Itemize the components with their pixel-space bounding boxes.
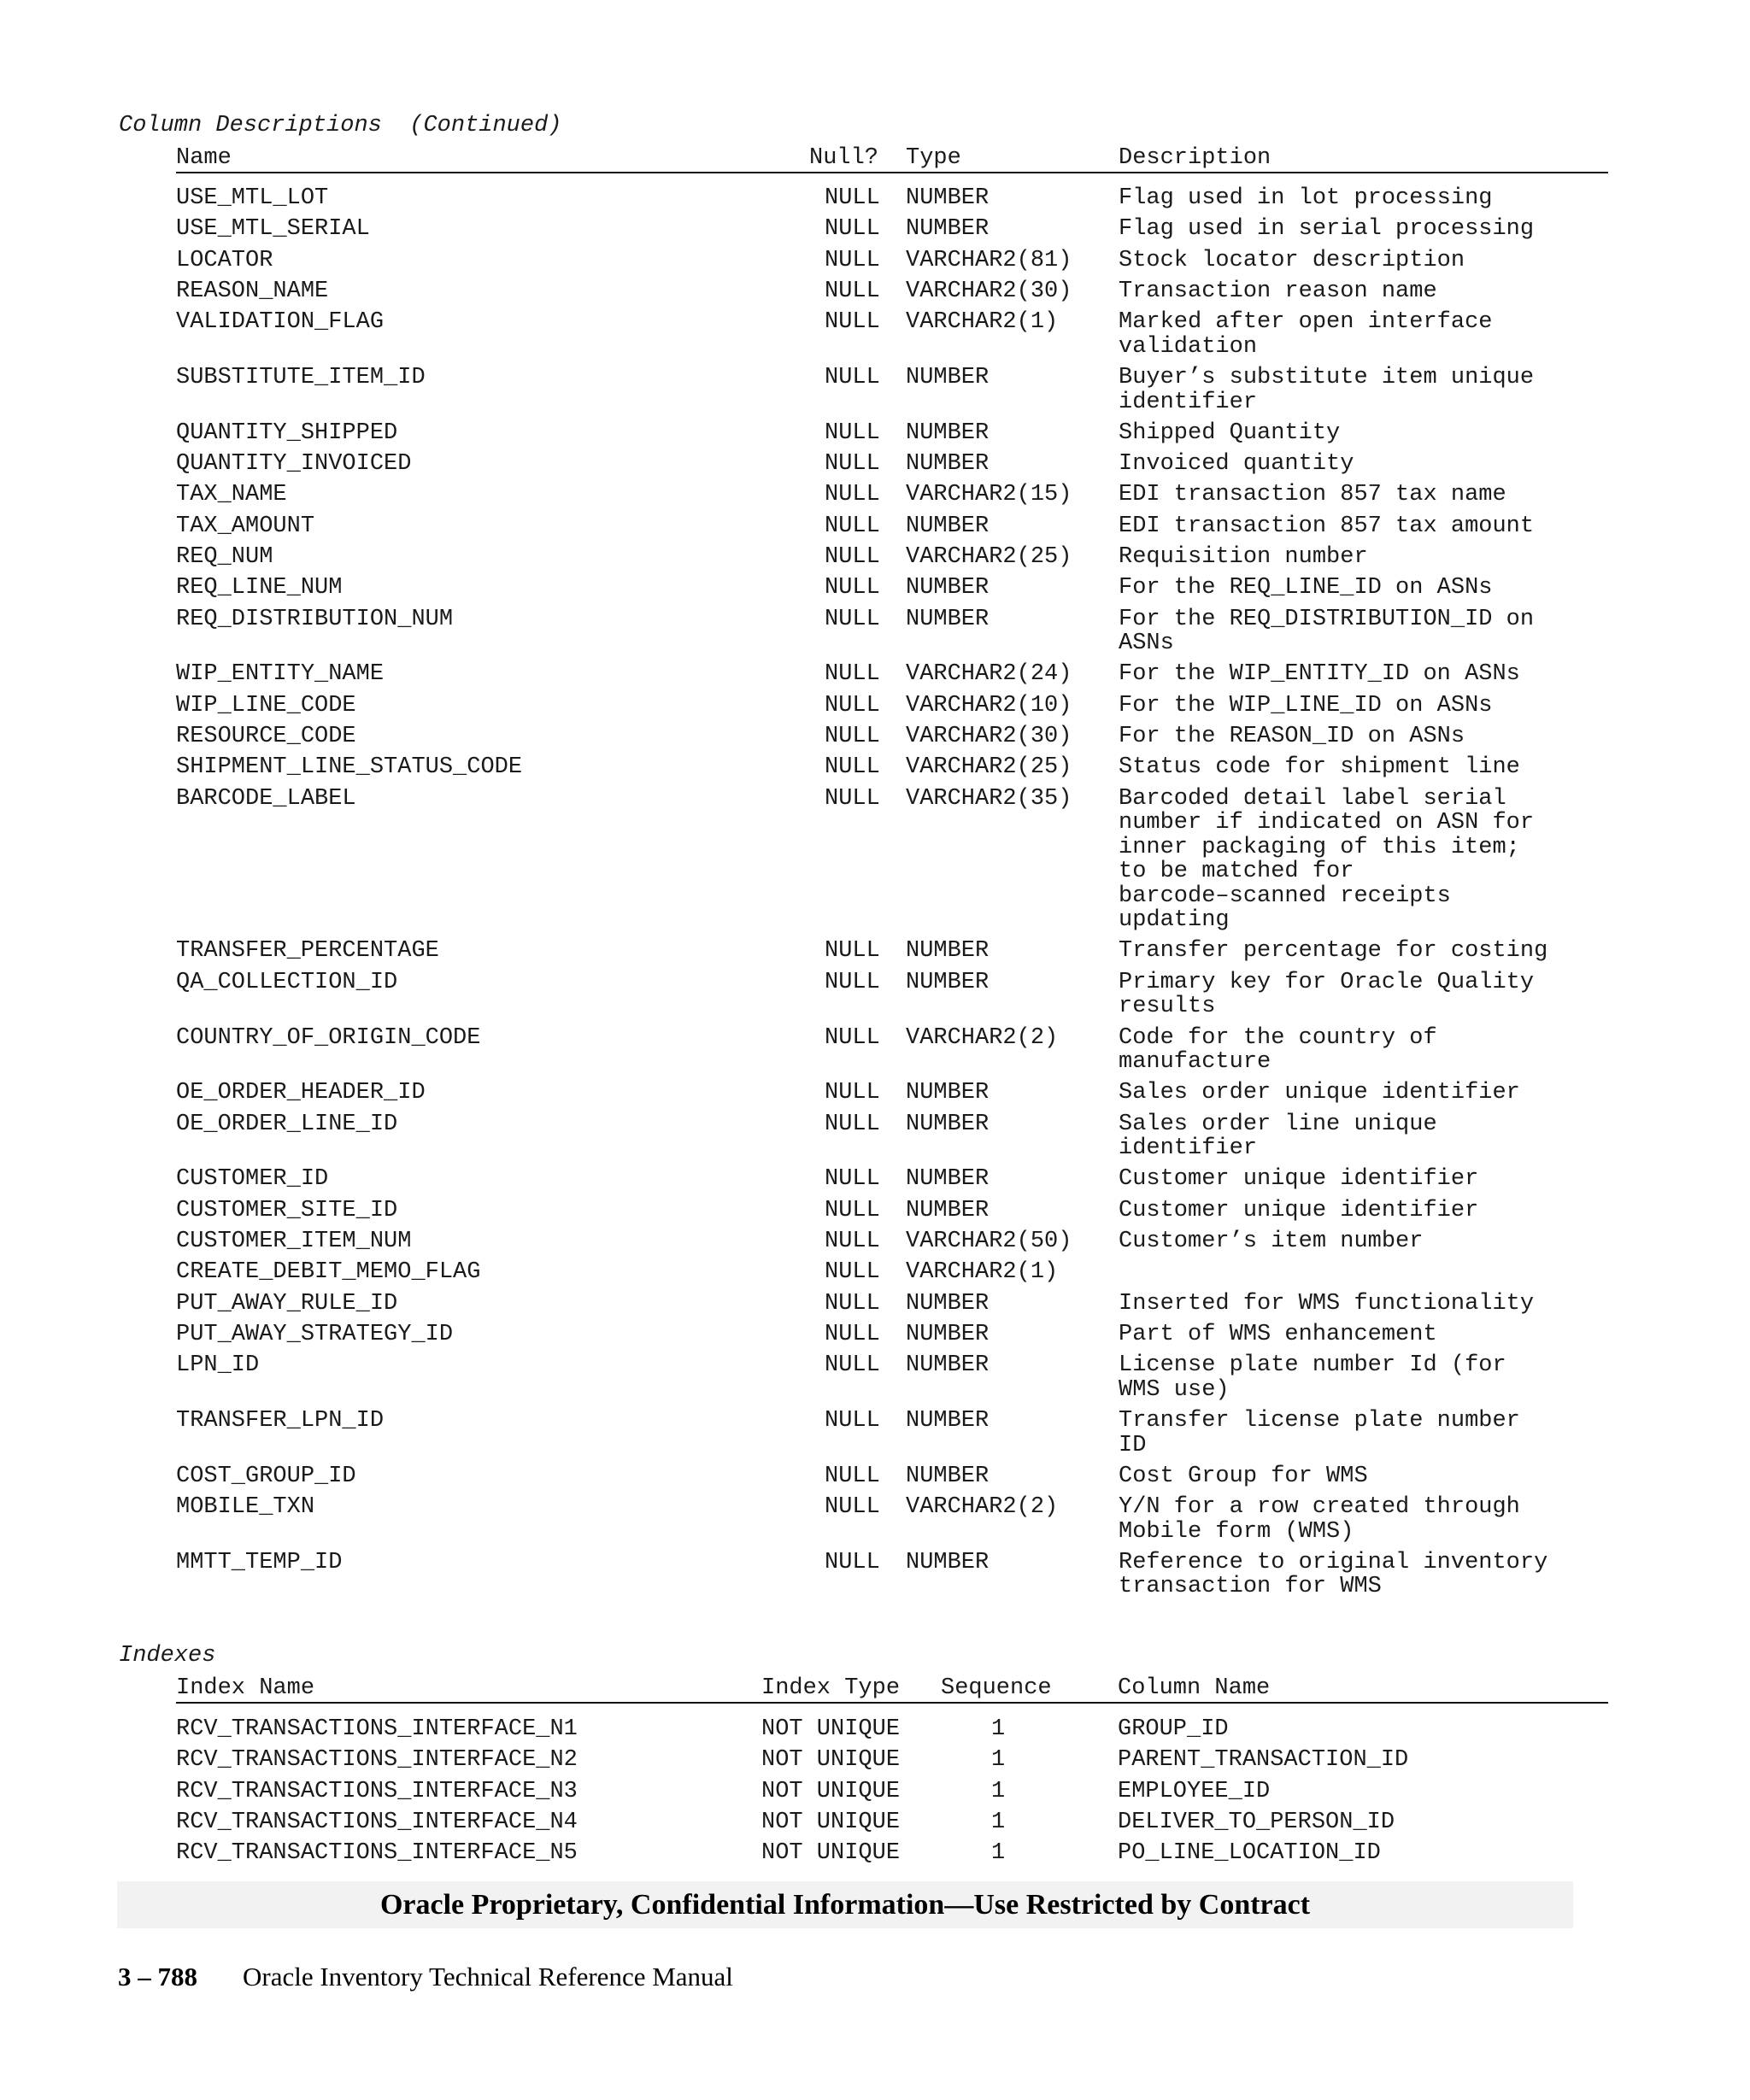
column-description-cell: Sales order line unique identifier bbox=[1119, 1111, 1437, 1162]
column-name-cell: QUANTITY_INVOICED bbox=[176, 451, 412, 478]
column-name-cell: TAX_NAME bbox=[176, 482, 287, 508]
index-type-cell: NOT UNIQUE bbox=[761, 1809, 901, 1835]
column-null-cell: NULL bbox=[825, 724, 880, 749]
column-name-cell: QUANTITY_SHIPPED bbox=[176, 419, 398, 446]
column-description-cell: Customer unique identifier bbox=[1119, 1166, 1479, 1193]
column-name-cell: BARCODE_LABEL bbox=[176, 785, 356, 812]
index-column-cell: PARENT_TRANSACTION_ID bbox=[1118, 1747, 1409, 1774]
column-description-cell: EDI transaction 857 tax amount bbox=[1119, 513, 1535, 539]
index-sequence-cell: 1 bbox=[991, 1747, 1006, 1774]
columns-header-rule bbox=[176, 172, 1608, 173]
column-null-cell: NULL bbox=[825, 1408, 880, 1434]
column-description-cell: For the WIP_LINE_ID on ASNs bbox=[1119, 692, 1493, 719]
column-null-cell: NULL bbox=[825, 692, 880, 719]
column-type-cell: NUMBER bbox=[906, 365, 990, 390]
column-type-cell: NUMBER bbox=[906, 1408, 990, 1434]
index-type-cell: NOT UNIQUE bbox=[761, 1778, 901, 1804]
column-description-cell: Primary key for Oracle Quality results bbox=[1119, 969, 1535, 1020]
column-name-cell: REQ_NUM bbox=[176, 544, 273, 570]
column-description-cell: Reference to original inventory transaction for WMS bbox=[1119, 1549, 1548, 1600]
confidential-banner bbox=[117, 1881, 1573, 1928]
column-null-cell: NULL bbox=[825, 451, 880, 478]
column-name-cell: TRANSFER_PERCENTAGE bbox=[176, 938, 439, 965]
header-column-name: Column Name bbox=[1118, 1675, 1271, 1701]
index-type-cell: NOT UNIQUE bbox=[761, 1840, 901, 1867]
header-index-name: Index Name bbox=[176, 1675, 315, 1701]
column-name-cell: PUT_AWAY_STRATEGY_ID bbox=[176, 1321, 454, 1347]
column-description-cell: Buyer’s substitute item unique identifier bbox=[1119, 365, 1535, 415]
column-type-cell: NUMBER bbox=[906, 185, 990, 211]
column-null-cell: NULL bbox=[825, 278, 880, 304]
column-name-cell: LPN_ID bbox=[176, 1352, 260, 1379]
column-null-cell: NULL bbox=[825, 544, 880, 570]
indexes-table-header bbox=[0, 1676, 1750, 1702]
column-name-cell: TAX_AMOUNT bbox=[176, 513, 315, 539]
header-name: Name bbox=[176, 145, 232, 171]
column-type-cell: VARCHAR2(50) bbox=[906, 1229, 1072, 1254]
column-type-cell: VARCHAR2(81) bbox=[906, 247, 1072, 273]
confidential-banner-text: Oracle Proprietary, Confidential Information––Use Restricted by Contract bbox=[379, 1889, 1311, 1921]
column-null-cell: NULL bbox=[825, 575, 880, 601]
column-null-cell: NULL bbox=[825, 309, 880, 336]
column-null-cell: NULL bbox=[825, 1352, 880, 1379]
column-type-cell: VARCHAR2(24) bbox=[906, 661, 1072, 688]
column-name-cell: REQ_LINE_NUM bbox=[176, 575, 343, 601]
column-name-cell: RESOURCE_CODE bbox=[176, 724, 356, 749]
column-description-cell: Status code for shipment line bbox=[1119, 754, 1520, 781]
column-null-cell: NULL bbox=[825, 247, 880, 273]
index-sequence-cell: 1 bbox=[991, 1840, 1006, 1867]
column-description-cell: Transfer license plate number ID bbox=[1119, 1408, 1520, 1458]
column-description-cell: License plate number Id (for WMS use) bbox=[1119, 1352, 1506, 1403]
column-description-cell: For the REQ_DISTRIBUTION_ID on ASNs bbox=[1119, 606, 1535, 657]
index-column-cell: DELIVER_TO_PERSON_ID bbox=[1118, 1809, 1395, 1835]
index-sequence-cell: 1 bbox=[991, 1716, 1006, 1742]
column-description-cell: Stock locator description bbox=[1119, 247, 1465, 273]
column-type-cell: VARCHAR2(25) bbox=[906, 544, 1072, 570]
column-type-cell: NUMBER bbox=[906, 969, 990, 995]
column-name-cell: COUNTRY_OF_ORIGIN_CODE bbox=[176, 1024, 481, 1051]
column-null-cell: NULL bbox=[825, 1166, 880, 1193]
column-null-cell: NULL bbox=[825, 1321, 880, 1347]
column-name-cell: OE_ORDER_HEADER_ID bbox=[176, 1080, 426, 1106]
index-sequence-cell: 1 bbox=[991, 1809, 1006, 1835]
column-type-cell: VARCHAR2(15) bbox=[906, 482, 1072, 508]
column-name-cell: WIP_ENTITY_NAME bbox=[176, 661, 385, 688]
column-type-cell: NUMBER bbox=[906, 606, 990, 632]
column-type-cell: VARCHAR2(10) bbox=[906, 692, 1072, 719]
column-null-cell: NULL bbox=[825, 419, 880, 446]
column-description-cell: Transfer percentage for costing bbox=[1119, 938, 1548, 965]
column-description-cell: Marked after open interface validation bbox=[1119, 309, 1493, 360]
column-null-cell: NULL bbox=[825, 1259, 880, 1286]
column-name-cell: MMTT_TEMP_ID bbox=[176, 1549, 343, 1575]
column-type-cell: NUMBER bbox=[906, 938, 990, 965]
column-null-cell: NULL bbox=[825, 216, 880, 243]
column-type-cell: NUMBER bbox=[906, 1166, 990, 1193]
header-type: Type bbox=[906, 145, 961, 171]
column-type-cell: VARCHAR2(1) bbox=[906, 309, 1059, 336]
header-sequence: Sequence bbox=[941, 1675, 1052, 1701]
index-name-cell: RCV_TRANSACTIONS_INTERFACE_N2 bbox=[176, 1747, 578, 1774]
column-description-cell: Cost Group for WMS bbox=[1119, 1463, 1368, 1489]
column-type-cell: VARCHAR2(2) bbox=[906, 1024, 1059, 1051]
column-null-cell: NULL bbox=[825, 1229, 880, 1254]
column-name-cell: TRANSFER_LPN_ID bbox=[176, 1408, 385, 1434]
column-null-cell: NULL bbox=[825, 606, 880, 632]
column-null-cell: NULL bbox=[825, 1494, 880, 1521]
column-type-cell: NUMBER bbox=[906, 216, 990, 243]
index-type-cell: NOT UNIQUE bbox=[761, 1716, 901, 1742]
column-null-cell: NULL bbox=[825, 513, 880, 539]
column-null-cell: NULL bbox=[825, 938, 880, 965]
column-type-cell: NUMBER bbox=[906, 1549, 990, 1575]
index-sequence-cell: 1 bbox=[991, 1778, 1006, 1804]
column-null-cell: NULL bbox=[825, 754, 880, 781]
column-type-cell: NUMBER bbox=[906, 451, 990, 478]
column-name-cell: WIP_LINE_CODE bbox=[176, 692, 356, 719]
index-name-cell: RCV_TRANSACTIONS_INTERFACE_N5 bbox=[176, 1840, 578, 1867]
column-name-cell: QA_COLLECTION_ID bbox=[176, 969, 398, 995]
column-type-cell: NUMBER bbox=[906, 1080, 990, 1106]
column-null-cell: NULL bbox=[825, 1290, 880, 1317]
column-name-cell: CUSTOMER_ITEM_NUM bbox=[176, 1229, 412, 1254]
column-name-cell: REASON_NAME bbox=[176, 278, 329, 304]
index-type-cell: NOT UNIQUE bbox=[761, 1747, 901, 1774]
columns-section-title: Column Descriptions (Continued) bbox=[119, 113, 562, 138]
header-null: Null? bbox=[809, 145, 879, 171]
column-description-cell: Invoiced quantity bbox=[1119, 451, 1354, 478]
column-type-cell: VARCHAR2(30) bbox=[906, 278, 1072, 304]
column-description-cell: For the WIP_ENTITY_ID on ASNs bbox=[1119, 661, 1520, 688]
column-description-cell: Barcoded detail label serial number if indicated on ASN for inner packaging of this item; to be matched for barcode–scanned receipts updating bbox=[1119, 785, 1535, 934]
column-type-cell: VARCHAR2(30) bbox=[906, 724, 1072, 749]
column-null-cell: NULL bbox=[825, 1111, 880, 1137]
column-type-cell: VARCHAR2(2) bbox=[906, 1494, 1059, 1521]
column-name-cell: REQ_DISTRIBUTION_NUM bbox=[176, 606, 454, 632]
column-description-cell: Y/N for a row created through Mobile form (WMS) bbox=[1119, 1494, 1520, 1545]
column-null-cell: NULL bbox=[825, 661, 880, 688]
column-type-cell: VARCHAR2(1) bbox=[906, 1259, 1059, 1286]
column-description-cell: Requisition number bbox=[1119, 544, 1368, 570]
index-column-cell: PO_LINE_LOCATION_ID bbox=[1118, 1840, 1381, 1867]
column-name-cell: USE_MTL_LOT bbox=[176, 185, 329, 211]
column-type-cell: NUMBER bbox=[906, 1111, 990, 1137]
footer-page-number: 3 – 788 bbox=[118, 1962, 197, 1991]
column-type-cell: VARCHAR2(35) bbox=[906, 785, 1072, 812]
column-description-cell: Transaction reason name bbox=[1119, 278, 1437, 304]
index-name-cell: RCV_TRANSACTIONS_INTERFACE_N4 bbox=[176, 1809, 578, 1835]
column-type-cell: NUMBER bbox=[906, 1463, 990, 1489]
column-type-cell: NUMBER bbox=[906, 419, 990, 446]
column-name-cell: SHIPMENT_LINE_STATUS_CODE bbox=[176, 754, 523, 781]
header-index-type: Index Type bbox=[761, 1675, 901, 1701]
column-description-cell: Inserted for WMS functionality bbox=[1119, 1290, 1535, 1317]
column-type-cell: NUMBER bbox=[906, 1321, 990, 1347]
column-description-cell: For the REASON_ID on ASNs bbox=[1119, 724, 1465, 749]
column-description-cell: Sales order unique identifier bbox=[1119, 1080, 1520, 1106]
column-name-cell: PUT_AWAY_RULE_ID bbox=[176, 1290, 398, 1317]
column-description-cell: Customer’s item number bbox=[1119, 1229, 1424, 1254]
column-null-cell: NULL bbox=[825, 365, 880, 390]
column-type-cell: NUMBER bbox=[906, 1290, 990, 1317]
column-null-cell: NULL bbox=[825, 1024, 880, 1051]
column-null-cell: NULL bbox=[825, 785, 880, 812]
index-name-cell: RCV_TRANSACTIONS_INTERFACE_N3 bbox=[176, 1778, 578, 1804]
column-type-cell: NUMBER bbox=[906, 575, 990, 601]
column-type-cell: NUMBER bbox=[906, 1352, 990, 1379]
column-name-cell: VALIDATION_FLAG bbox=[176, 309, 385, 336]
index-column-cell: GROUP_ID bbox=[1118, 1716, 1229, 1742]
column-type-cell: NUMBER bbox=[906, 1197, 990, 1223]
footer-manual-title: Oracle Inventory Technical Reference Manual bbox=[243, 1962, 733, 1991]
column-null-cell: NULL bbox=[825, 185, 880, 211]
column-name-cell: COST_GROUP_ID bbox=[176, 1463, 356, 1489]
column-description-cell: Flag used in serial processing bbox=[1119, 216, 1535, 243]
column-null-cell: NULL bbox=[825, 1197, 880, 1223]
index-name-cell: RCV_TRANSACTIONS_INTERFACE_N1 bbox=[176, 1716, 578, 1742]
column-name-cell: CUSTOMER_ID bbox=[176, 1166, 329, 1193]
column-description-cell: Flag used in lot processing bbox=[1119, 185, 1493, 211]
column-name-cell: LOCATOR bbox=[176, 247, 273, 273]
column-name-cell: USE_MTL_SERIAL bbox=[176, 216, 370, 243]
column-null-cell: NULL bbox=[825, 969, 880, 995]
column-description-cell: Customer unique identifier bbox=[1119, 1197, 1479, 1223]
column-null-cell: NULL bbox=[825, 1549, 880, 1575]
column-type-cell: VARCHAR2(25) bbox=[906, 754, 1072, 781]
column-null-cell: NULL bbox=[825, 1080, 880, 1106]
column-name-cell: CREATE_DEBIT_MEMO_FLAG bbox=[176, 1259, 481, 1286]
column-description-cell: Code for the country of manufacture bbox=[1119, 1024, 1437, 1075]
column-type-cell: NUMBER bbox=[906, 513, 990, 539]
header-description: Description bbox=[1119, 145, 1271, 171]
column-null-cell: NULL bbox=[825, 482, 880, 508]
indexes-section-title: Indexes bbox=[119, 1643, 216, 1669]
columns-table-header bbox=[0, 146, 1750, 172]
index-column-cell: EMPLOYEE_ID bbox=[1118, 1778, 1271, 1804]
column-name-cell: CUSTOMER_SITE_ID bbox=[176, 1197, 398, 1223]
indexes-header-rule bbox=[176, 1702, 1608, 1704]
column-description-cell: EDI transaction 857 tax name bbox=[1119, 482, 1506, 508]
column-description-cell: Shipped Quantity bbox=[1119, 419, 1341, 446]
column-description-cell: Part of WMS enhancement bbox=[1119, 1321, 1437, 1347]
column-name-cell: MOBILE_TXN bbox=[176, 1494, 315, 1521]
column-name-cell: OE_ORDER_LINE_ID bbox=[176, 1111, 398, 1137]
column-null-cell: NULL bbox=[825, 1463, 880, 1489]
column-description-cell: For the REQ_LINE_ID on ASNs bbox=[1119, 575, 1493, 601]
column-name-cell: SUBSTITUTE_ITEM_ID bbox=[176, 365, 426, 390]
